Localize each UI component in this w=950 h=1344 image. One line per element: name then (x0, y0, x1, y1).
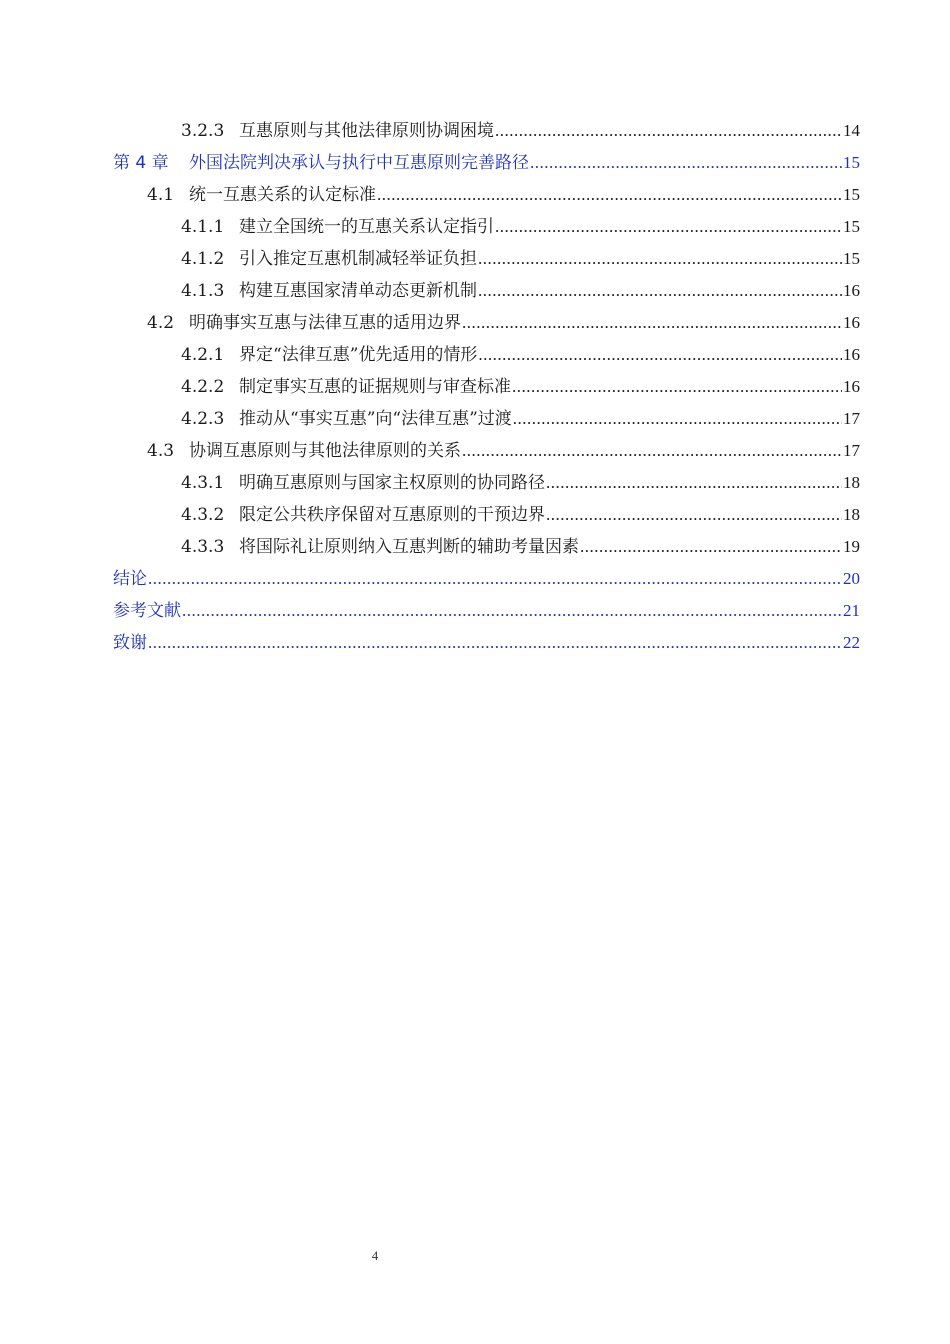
toc-entry-number: 4.1.2 (181, 249, 225, 269)
toc-entry-page: 19 (843, 537, 860, 556)
toc-entry-4-1-3[interactable] (113, 275, 860, 307)
toc-entry-title: 统一互惠关系的认定标准 (189, 185, 376, 205)
toc-leader-dots (512, 378, 842, 395)
toc-entry-page: 15 (843, 185, 860, 204)
toc-entry-number: 4.2.3 (181, 409, 225, 429)
toc-leader-dots (495, 218, 842, 235)
toc-entry-title: 结论 (113, 569, 147, 589)
toc-leader-dots (462, 442, 842, 459)
toc-entry-page: 15 (843, 249, 860, 268)
toc-entry-title: 互惠原则与其他法律原则协调困境 (239, 121, 494, 141)
toc-entry-number: 4.3.1 (181, 473, 225, 493)
toc-entry-number: 第 4 章 (113, 153, 169, 173)
table-of-contents (113, 115, 860, 659)
toc-entry-number: 4.2.1 (181, 345, 225, 365)
toc-entry-title: 外国法院判决承认与执行中互惠原则完善路径 (189, 153, 529, 173)
toc-leader-dots (478, 346, 842, 363)
toc-entry-title: 界定“法律互惠”优先适用的情形 (239, 345, 478, 365)
toc-entry-4-3-2[interactable] (113, 499, 860, 531)
toc-entry-conclusion[interactable] (113, 563, 860, 595)
toc-entry-4-3-1[interactable] (113, 467, 860, 499)
toc-entry-page: 18 (843, 473, 860, 492)
toc-leader-dots (495, 122, 842, 139)
toc-entry-page: 22 (843, 633, 860, 652)
toc-entry-title: 推动从“事实互惠”向“法律互惠”过渡 (239, 409, 512, 429)
toc-entry-number: 4.3.3 (181, 537, 225, 557)
toc-entry-page: 17 (843, 409, 860, 428)
toc-entry-title: 构建互惠国家清单动态更新机制 (239, 281, 477, 301)
toc-leader-dots (546, 506, 842, 523)
toc-entry-number: 4.3 (147, 441, 175, 461)
toc-entry-page: 21 (843, 601, 860, 620)
toc-leader-dots (377, 186, 842, 203)
toc-entry-title: 制定事实互惠的证据规则与审查标准 (239, 377, 511, 397)
toc-leader-dots (462, 314, 842, 331)
toc-entry-title: 协调互惠原则与其他法律原则的关系 (189, 441, 461, 461)
toc-leader-dots (530, 154, 842, 171)
toc-entry-4-1[interactable] (113, 179, 860, 211)
toc-leader-dots (182, 602, 842, 619)
toc-entry-number: 4.2.2 (181, 377, 225, 397)
toc-entry-title: 限定公共秩序保留对互惠原则的干预边界 (239, 505, 545, 525)
toc-entry-page: 15 (843, 153, 860, 172)
toc-entry-title: 参考文献 (113, 601, 181, 621)
toc-entry-page: 18 (843, 505, 860, 524)
toc-entry-acknowledgements[interactable] (113, 627, 860, 659)
toc-leader-dots (478, 250, 842, 267)
toc-entry-4-3-3[interactable] (113, 531, 860, 563)
toc-leader-dots (546, 474, 842, 491)
toc-entry-number: 4.1.3 (181, 281, 225, 301)
toc-entry-page: 16 (843, 281, 860, 300)
toc-entry-4-2-2[interactable] (113, 371, 860, 403)
toc-entry-page: 16 (843, 377, 860, 396)
toc-entry-page: 14 (843, 121, 860, 140)
toc-leader-dots (513, 410, 842, 427)
toc-entry-4-1-1[interactable] (113, 211, 860, 243)
toc-entry-title: 明确互惠原则与国家主权原则的协同路径 (239, 473, 545, 493)
toc-entry-chapter-4[interactable] (113, 147, 860, 179)
toc-entry-references[interactable] (113, 595, 860, 627)
page-number: 4 (371, 1248, 379, 1263)
toc-entry-4-2[interactable] (113, 307, 860, 339)
toc-entry-4-3[interactable] (113, 435, 860, 467)
toc-entry-page: 16 (843, 313, 860, 332)
toc-entry-number: 3.2.3 (181, 121, 225, 141)
toc-leader-dots (148, 634, 842, 651)
toc-leader-dots (478, 282, 842, 299)
toc-entry-4-2-1[interactable] (113, 339, 860, 371)
toc-entry-page: 15 (843, 217, 860, 236)
toc-entry-page: 17 (843, 441, 860, 460)
toc-entry-title: 引入推定互惠机制减轻举证负担 (239, 249, 477, 269)
toc-entry-4-1-2[interactable] (113, 243, 860, 275)
toc-entry-title: 建立全国统一的互惠关系认定指引 (239, 217, 494, 237)
toc-entry-title: 致谢 (113, 633, 147, 653)
toc-entry-title: 将国际礼让原则纳入互惠判断的辅助考量因素 (239, 537, 579, 557)
toc-entry-title: 明确事实互惠与法律互惠的适用边界 (189, 313, 461, 333)
toc-leader-dots (580, 538, 842, 555)
toc-entry-number: 4.2 (147, 313, 175, 333)
toc-entry-number: 4.3.2 (181, 505, 225, 525)
toc-entry-page: 20 (843, 569, 860, 588)
toc-entry-4-2-3[interactable] (113, 403, 860, 435)
toc-entry-page: 16 (843, 345, 860, 364)
toc-entry-3-2-3[interactable] (113, 115, 860, 147)
toc-leader-dots (148, 570, 842, 587)
toc-entry-number: 4.1.1 (181, 217, 225, 237)
toc-entry-number: 4.1 (147, 185, 175, 205)
